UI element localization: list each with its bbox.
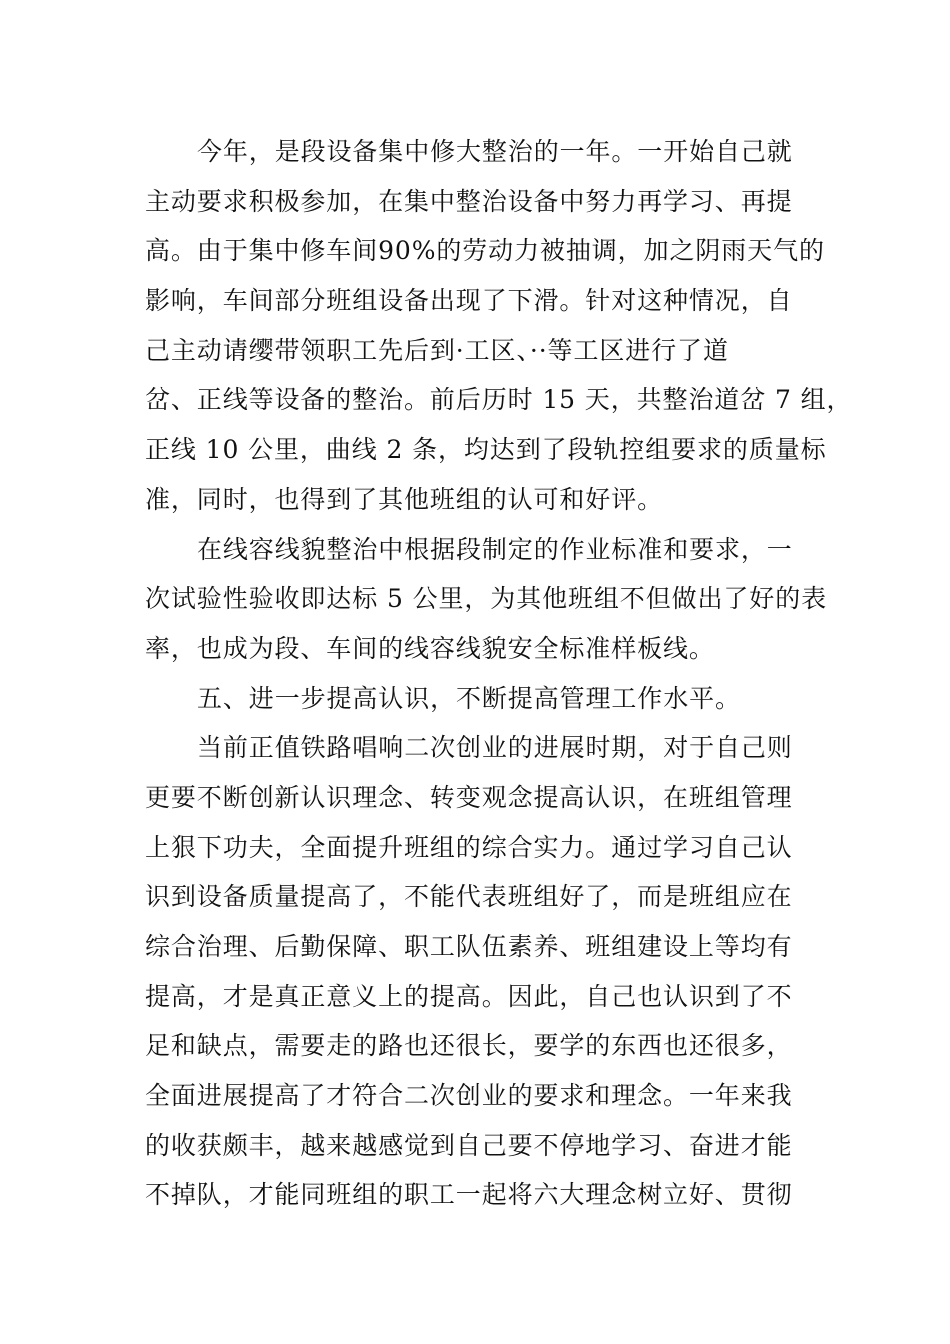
text-line: 足和缺点，需要走的路也还很长，要学的东西也还很多， bbox=[145, 1031, 793, 1061]
paragraph-2 bbox=[145, 525, 828, 674]
text-line: 不掉队，才能同班组的职工一起将六大理念树立好、贯彻 bbox=[145, 1180, 793, 1210]
text-line: 的收获颇丰，越来越感觉到自己要不停地学习、奋进才能 bbox=[145, 1130, 793, 1160]
text-line: 次试验性验收即达标 5 公里，为其他班组不但做出了好的表 bbox=[145, 584, 828, 614]
text-line: 岔、正线等设备的整治。前后历时 15 天，共整治道岔 7 组， bbox=[145, 385, 853, 415]
section-heading-5 bbox=[145, 674, 810, 724]
text-line: 更要不断创新认识理念、转变观念提高认识，在班组管理 bbox=[145, 782, 793, 812]
document-body bbox=[145, 127, 853, 1220]
text-line: 率，也成为段、车间的线容线貌安全标准样板线。 bbox=[145, 633, 715, 663]
text-line: 当前正值铁路唱响二次创业的进展时期，对于自己则 bbox=[197, 733, 793, 763]
text-line: 影响，车间部分班组设备出现了下滑。针对这种情况，自 bbox=[145, 286, 793, 316]
text-line: 高。由于集中修车间90%的劳动力被抽调，加之阴雨天气的 bbox=[145, 236, 825, 266]
paragraph-1 bbox=[145, 127, 853, 525]
text-line: 正线 10 公里，曲线 2 条，均达到了段轨控组要求的质量标 bbox=[145, 435, 827, 465]
text-line: 识到设备质量提高了，不能代表班组好了，而是班组应在 bbox=[145, 882, 793, 912]
paragraph-3 bbox=[145, 723, 810, 1220]
text-line: 全面进展提高了才符合二次创业的要求和理念。一年来我 bbox=[145, 1081, 793, 1111]
text-line: 主动要求积极参加，在集中整治设备中努力再学习、再提 bbox=[145, 186, 793, 216]
text-line: 己主动请缨带领职工先后到·工区、··等工区进行了道 bbox=[145, 335, 729, 365]
text-line: 上狠下功夫，全面提升班组的综合实力。通过学习自己认 bbox=[145, 832, 793, 862]
text-line: 五、进一步提高认识，不断提高管理工作水平。 bbox=[197, 683, 741, 713]
text-line: 准，同时，也得到了其他班组的认可和好评。 bbox=[145, 484, 664, 514]
text-line: 提高，才是真正意义上的提高。因此，自己也认识到了不 bbox=[145, 981, 793, 1011]
text-line: 在线容线貌整治中根据段制定的作业标准和要求，一 bbox=[197, 534, 793, 564]
text-line: 综合治理、后勤保障、职工队伍素养、班组建设上等均有 bbox=[145, 932, 793, 961]
text-line: 今年，是段设备集中修大整治的一年。一开始自己就 bbox=[197, 137, 793, 166]
